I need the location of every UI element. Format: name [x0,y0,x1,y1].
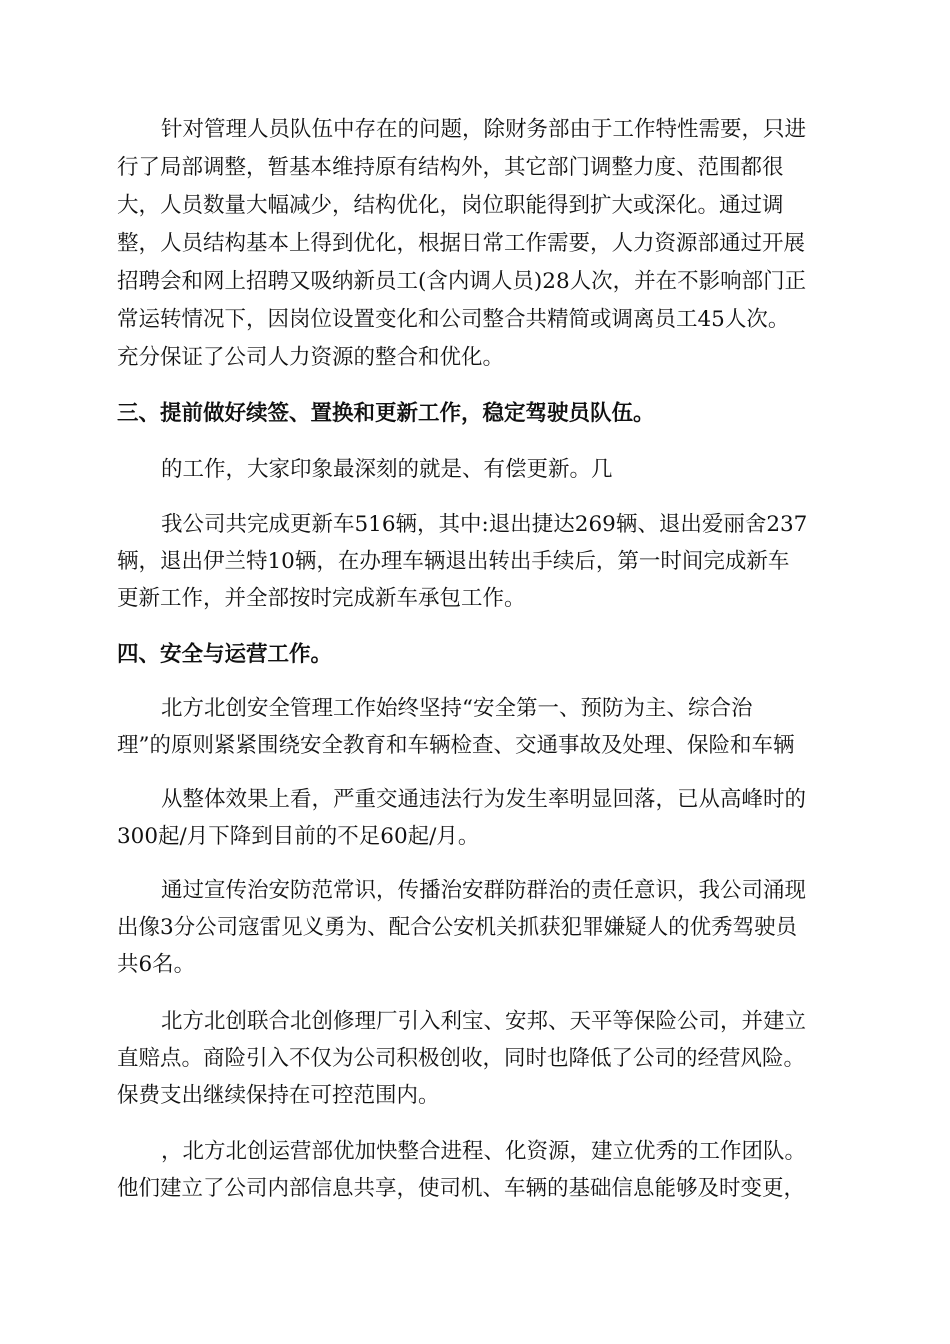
paragraph-line: 他们建立了公司内部信息共享，使司机、车辆的基础信息能够及时变更， [117,1176,806,1201]
paragraph-line: 理”的原则紧紧围绕安全教育和车辆检查、交通事故及处理、保险和车辆 [117,733,795,758]
paragraph-line: ，北方北创运营部优加快整合进程、化资源，建立优秀的工作团队。 [161,1139,807,1164]
paragraph-line: 充分保证了公司人力资源的整合和优化。 [117,345,505,370]
paragraph-line: 辆，退出伊兰特10辆，在办理车辆退出转出手续后，第一时间完成新车 [117,549,790,574]
paragraph-line: 共6名。 [117,952,196,977]
paragraph-line: 300起/月下降到目前的不足60起/月。 [117,824,480,849]
paragraph-line: 针对管理人员队伍中存在的问题，除财务部由于工作特性需要，只进 [161,117,807,142]
paragraph-line: 整，人员结构基本上得到优化，根据日常工作需要，人力资源部通过开展 [117,231,806,256]
paragraph-line: 通过宣传治安防范常识，传播治安群防群治的责任意识，我公司涌现 [161,878,807,903]
paragraph-line: 我公司共完成更新车516辆，其中:退出捷达269辆、退出爱丽舍237 [161,512,808,537]
paragraph-line: 北方北创安全管理工作始终坚持“安全第一、预防为主、综合治 [161,696,753,721]
paragraph-line: 从整体效果上看，严重交通违法行为发生率明显回落，已从高峰时的 [161,787,807,812]
paragraph-line: 更新工作，并全部按时完成新车承包工作。 [117,586,526,611]
section-heading: 三、提前做好续签、置换和更新工作，稳定驾驶员队伍。 [117,401,655,426]
section-heading: 四、安全与运营工作。 [117,642,333,667]
paragraph-line: 保费支出继续保持在可控范围内。 [117,1083,440,1108]
paragraph-line: 行了局部调整，暂基本维持原有结构外，其它部门调整力度、范围都很 [117,155,784,180]
paragraph-line: 北方北创联合北创修理厂引入利宝、安邦、天平等保险公司，并建立 [161,1009,807,1034]
paragraph-line: 常运转情况下，因岗位设置变化和公司整合共精简或调离员工45人次。 [117,307,790,332]
paragraph-line: 大，人员数量大幅减少，结构优化，岗位职能得到扩大或深化。通过调 [117,193,784,218]
paragraph-line: 的工作，大家印象最深刻的就是、有偿更新。几 [161,457,613,482]
paragraph-line: 出像3分公司寇雷见义勇为、配合公安机关抓获犯罪嫌疑人的优秀驾驶员 [117,915,798,940]
paragraph-line: 招聘会和网上招聘又吸纳新员工(含内调人员)28人次，并在不影响部门正 [117,269,807,294]
paragraph-line: 直赔点。商险引入不仅为公司积极创收，同时也降低了公司的经营风险。 [117,1046,806,1071]
